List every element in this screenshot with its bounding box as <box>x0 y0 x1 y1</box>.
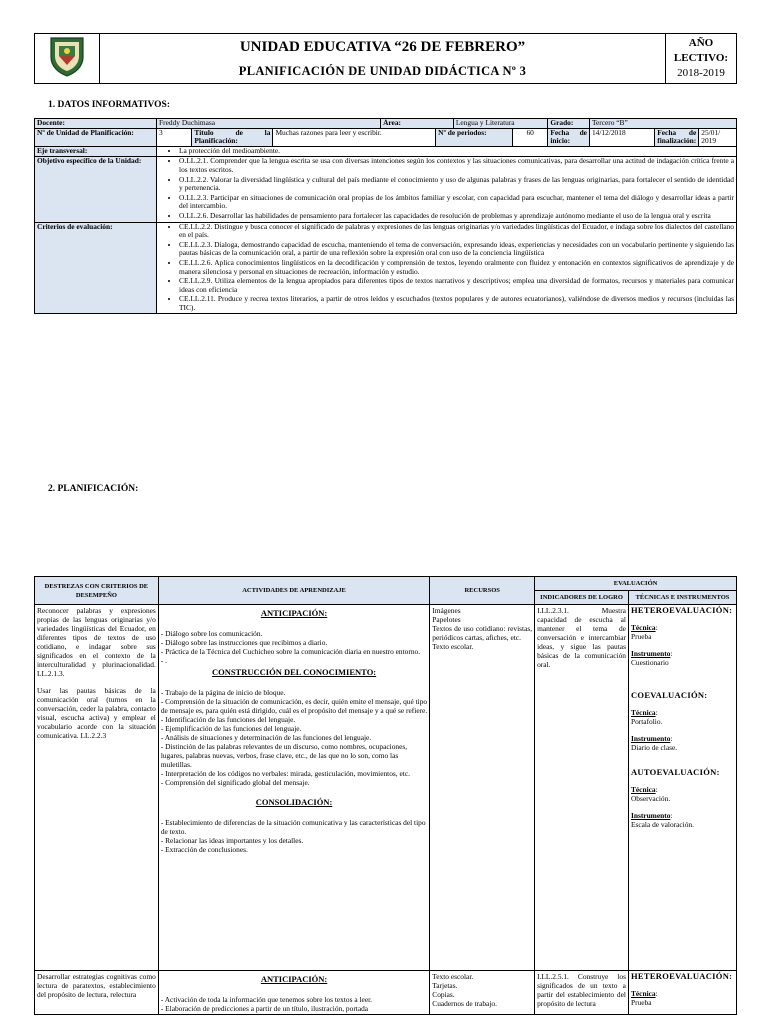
destreza-cell <box>35 971 159 1015</box>
anticipacion-heading: ANTICIPACIÓN: <box>260 974 328 984</box>
header-indicadores: INDICADORES DE LOGRO <box>535 591 629 605</box>
objetivo-item: • O.LL.2.3. Participar en situaciones de comunicación oral propias de los ámbitos familiar y escolar, con capacidad para escuchar, mantener el tema del diálogo y desarrollar ideas a partir del intercambio. <box>179 194 734 211</box>
criterio-item: • CE.LL.2.3. Dialoga, demostrando capacidad de escucha, manteniendo el tema de conversación, expresando ideas, experiencias y necesidades con un vocabulario pertinente y siguiendo las pautas básicas de la comunicación oral, a partir de una reflexión sobre la expresión oral con uso de la conciencia lingüística <box>179 241 734 258</box>
tecnica-value: Prueba <box>630 632 652 641</box>
activity-item: - Trabajo de la página de inicio de bloque. <box>160 688 286 697</box>
indicador-text: I.LL.2.3.1. Muestra capacidad de escucha al mantener el tema de conversación e intercambiar ideas, y sigue las pautas básicas de la comunicación oral. <box>537 606 626 669</box>
activity-item: - Elaboración de predicciones a partir de un título, ilustración, portada <box>160 1004 369 1013</box>
objetivo-item: • O.LL.2.1. Comprender que la lengua escrita se usa con diversas intenciones según los contextos y las situaciones comunicativas, para desarrollar una actitud de indagación crítica frente a los textos escritos. <box>179 157 734 174</box>
instrumento-value: Escala de valoración. <box>630 820 694 829</box>
autoevaluacion-heading: AUTOEVALUACIÓN: <box>630 767 720 777</box>
inicio-label: Fecha de inicio: <box>548 128 590 146</box>
indicador-cell <box>535 971 629 1015</box>
docente-value: Freddy Duchimasa <box>157 119 381 129</box>
docente-label: Docente: <box>35 119 157 129</box>
eje-value: • La protección del medioambiente. <box>179 147 734 156</box>
criterio-item: • CE.LL.2.11. Produce y recrea textos literarios, a partir de otros leídos y escuchados (textos populares y de autores ecuatorianos), valiéndose de diversos medios y recursos (incluidas las TIC). <box>179 295 734 312</box>
area-label: Área: <box>381 119 454 129</box>
objetivo-item: • O.LL.2.2. Valorar la diversidad lingüística y cultural del país mediante el conocimiento y uso de algunas palabras y frases de las lenguas originarias, para fortalecer el sentido de identidad y pertenencia. <box>179 176 734 193</box>
info-table <box>34 118 737 314</box>
eje-label: Eje transversal: <box>35 146 157 157</box>
header-title-cell <box>100 34 666 84</box>
year-value: 2018-2019 <box>677 67 725 79</box>
instrumento-value: Diario de clase. <box>630 743 678 752</box>
criterios-label: Criterios de evaluación: <box>35 222 157 314</box>
tecnica-value: Observación. <box>630 794 671 803</box>
criterio-item: • CE.LL.2.2. Distingue y busca conocer el significado de palabras y expresiones de las lenguas originarias y/o variedades lingüísticas del Ecuador, e indaga sobre los dialectos del castellano en el país. <box>179 223 734 240</box>
titulo-label: Título de la Planificación: <box>192 128 273 146</box>
consolidacion-heading: CONSOLIDACIÓN: <box>255 797 333 807</box>
activity-item: - Práctica de la Técnica del Cuchicheo sobre la comunicación diaria en nuestro entorno. <box>160 647 421 656</box>
periodos-value: 60 <box>512 128 547 146</box>
grado-value: Tercero “B” <box>589 119 736 129</box>
year-label-2: LECTIVO: <box>673 52 729 64</box>
header-recursos: RECURSOS <box>430 577 535 605</box>
section-title-datos: 1. DATOS INFORMATIVOS: <box>48 100 171 110</box>
tecnicas-cell: HETEROEVALUACIÓN: Técnica: Prueba <box>628 971 736 1015</box>
document-title: PLANIFICACIÓN DE UNIDAD DIDÁCTICA Nº 3 <box>238 63 527 78</box>
area-value: Lengua y Literatura <box>453 119 547 129</box>
header-evaluacion: EVALUACIÓN <box>535 577 737 591</box>
recurso-item: Cuadernos de trabajo. <box>432 999 497 1008</box>
fin-label: Fecha de finalización: <box>655 128 699 146</box>
tecnicas-cell: HETEROEVALUACIÓN: Técnica: Prueba Instrumento: Cuestionario COEVALUACIÓN: Técnica: Portafolio. Instrumento: Diario de clase. AUTOEVALUACIÓN: Técnica: Observación. Instrumento: Escala de valoración. <box>628 605 736 971</box>
recurso-item: Papelotes <box>432 615 461 624</box>
activity-item: - Interpretación de los códigos no verbales: mirada, gesticulación, movimientos, etc. <box>160 769 410 778</box>
destreza-text: Usar las pautas básicas de la comunicación oral (turnos en la conversación, ceder la palabra, contacto visual, escucha activa) y emplear el vocabulario acorde con la situación comunicativa. LL.2.2.3 <box>37 686 156 740</box>
activity-item: - Activación de toda la información que tenemos sobre los textos a leer. <box>160 995 372 1004</box>
planning-table <box>34 576 737 1015</box>
tecnica-label: Técnica <box>630 785 656 794</box>
activity-item: - Ejemplificación de las funciones del lenguaje. <box>160 724 302 733</box>
criterios-cell <box>157 222 737 314</box>
tecnica-label: Técnica <box>630 708 656 717</box>
indicador-cell <box>535 605 629 971</box>
header-destrezas: DESTREZAS CON CRITERIOS DE DESEMPEÑO <box>35 577 159 605</box>
heteroevaluacion-heading: HETEROEVALUACIÓN: <box>630 605 733 615</box>
destreza-text: Reconocer palabras y expresiones propias de las lenguas originarias y/o variedades lingüísticas del Ecuador, en diferentes tipos de textos de uso cotidiano, e indagar sobre sus significados en el contexto de la interculturalidad y plurinacionalidad. LL.2.1.3. <box>37 606 156 678</box>
coevaluacion-heading: COEVALUACIÓN: <box>630 690 708 700</box>
activity-item: - Identificación de las funciones del lenguaje. <box>160 715 296 724</box>
activity-item: - . <box>160 656 167 665</box>
objetivos-cell <box>157 157 737 222</box>
recurso-item: Texto escolar. <box>432 642 474 651</box>
activity-item: - Distinción de las palabras relevantes de un discurso, como nombres, ocupaciones, lugares, palabras nuevas, verbos, frase clave, etc., de las que no lo son, como las muletillas. <box>160 742 408 769</box>
recursos-cell <box>430 605 535 971</box>
periodos-label: Nº de periodos: <box>436 128 513 146</box>
year-label: AÑO <box>688 37 714 49</box>
instrumento-label: Instrumento <box>630 649 671 658</box>
titulo-value: Muchas razones para leer y escribir. <box>273 128 436 146</box>
activity-item: - Diálogo sobre los comunicación. <box>160 629 263 638</box>
inicio-value: 14/12/2018 <box>589 128 654 146</box>
activity-item: - Relacionar las ideas importantes y los detalles. <box>160 836 304 845</box>
unidad-value: 3 <box>157 128 192 146</box>
activity-item: - Comprensión de la situación de comunicación, es decir, quién emite el mensaje, qué tipo de mensaje es, para quién está dirigido, cuál es el propósito del mensaje y a qué se refiere. <box>160 697 428 715</box>
fin-value: 25/01/ 2019 <box>699 128 737 146</box>
unidad-label: Nº de Unidad de Planificación: <box>35 128 157 146</box>
recurso-item: Tarjetas. <box>432 981 458 990</box>
recurso-item: Copias. <box>432 990 455 999</box>
section-title-planificacion: 2. PLANIFICACIÓN: <box>48 484 139 494</box>
tecnica-label: Técnica <box>630 989 656 998</box>
destreza-cell <box>35 605 159 971</box>
recurso-item: Imágenes <box>432 606 461 615</box>
construccion-heading: CONSTRUCCIÓN DEL CONOCIMIENTO: <box>211 667 377 677</box>
criterio-item: • CE.LL.2.9. Utiliza elementos de la lengua apropiados para diferentes tipos de textos narrativos y descriptivos; emplea una diversidad de formatos, recursos y materiales para comunicar ideas con eficiencia <box>179 277 734 294</box>
header-tecnicas: TÉCNICAS E INSTRUMENTOS <box>628 591 736 605</box>
recursos-cell <box>430 971 535 1015</box>
grado-label: Grado: <box>548 119 590 129</box>
header-actividades: ACTIVIDADES DE APRENDIZAJE <box>158 577 429 605</box>
school-logo-cell <box>35 34 100 84</box>
header-table <box>34 33 737 84</box>
actividades-cell <box>158 971 429 1015</box>
eje-cell <box>157 146 737 157</box>
tecnica-value: Prueba <box>630 998 652 1007</box>
school-name: UNIDAD EDUCATIVA “26 DE FEBRERO” <box>239 38 526 55</box>
anticipacion-heading: ANTICIPACIÓN: <box>260 608 328 618</box>
objetivo-label: Objetivo específico de la Unidad: <box>35 157 157 222</box>
activity-item: - Diálogo sobre las instrucciones que recibimos a diario. <box>160 638 328 647</box>
school-shield-icon <box>47 35 87 77</box>
instrumento-label: Instrumento <box>630 811 671 820</box>
activity-item: - Extracción de conclusiones. <box>160 845 248 854</box>
instrumento-label: Instrumento <box>630 734 671 743</box>
tecnica-value: Portafolio. <box>630 717 663 726</box>
destreza-text: Desarrollar estrategias cognitivas como lectura de paratextos, establecimiento del propósito de lectura, relectura <box>37 972 156 999</box>
tecnica-label: Técnica <box>630 623 656 632</box>
instrumento-value: Cuestionario <box>630 658 669 667</box>
activity-item: - Establecimiento de diferencias de la situación comunicativa y las características del tipo de texto. <box>160 818 426 836</box>
recurso-item: Textos de uso cotidiano: revistas, periódicos cartas, afiches, etc. <box>432 624 533 642</box>
activity-item: - Comprensión del significado global del mensaje. <box>160 778 310 787</box>
indicador-text: I.LL.2.5.1. Construye los significados de un texto a partir del establecimiento del propósito de lectura <box>537 972 626 1008</box>
criterio-item: • CE.LL.2.6. Aplica conocimientos lingüísticos en la decodificación y comprensión de textos, leyendo oralmente con fluidez y entonación en contextos significativos de aprendizaje y de manera silenciosa y personal en situaciones de recreación, información y estudio. <box>179 259 734 276</box>
recurso-item: Texto escolar. <box>432 972 474 981</box>
activity-item: - Análisis de situaciones y determinación de las funciones del lenguaje. <box>160 733 372 742</box>
objetivo-item: • O.LL.2.6. Desarrollar las habilidades de pensamiento para fortalecer las capacidades de resolución de problemas y aprendizaje autónomo mediante el uso de la lengua oral y escrita <box>179 212 734 221</box>
school-year-cell <box>666 34 737 84</box>
actividades-cell <box>158 605 429 971</box>
heteroevaluacion-heading: HETEROEVALUACIÓN: <box>630 971 733 981</box>
